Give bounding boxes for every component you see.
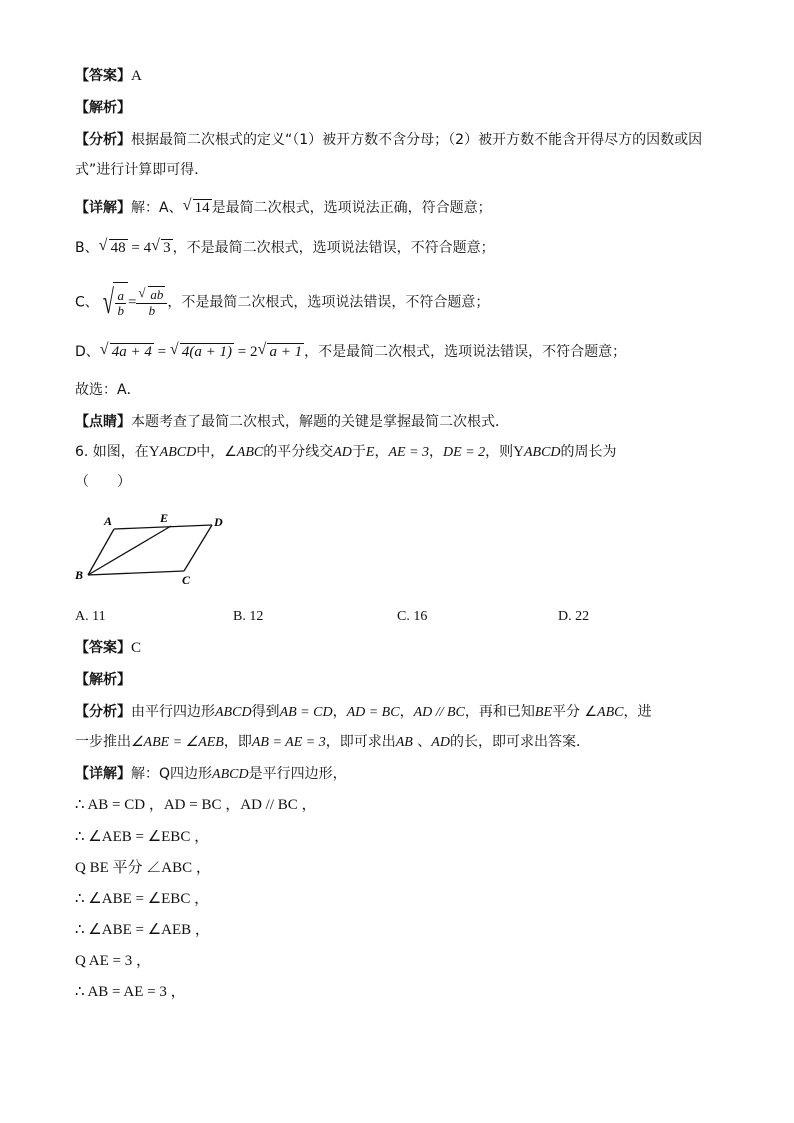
q6-answer-line [75, 638, 141, 658]
sqrt-a-over-b: √ $\frac{a}{b}$ [99, 282, 128, 323]
fenxi-l2-eq1: ∠ABE = ∠AEB [131, 735, 224, 750]
b-eq: = 4 [127, 240, 152, 256]
radicand-3: 3 [163, 240, 171, 256]
frac-sqrt-ab-over-b: √ ab b [136, 288, 167, 318]
fenxi-eq2: AD = BC [346, 705, 400, 720]
fenxi-text-1: 根据最简二次根式的定义“（1）被开方数不含分母；（2）被开方数不能含开得尽方的因数或因 [131, 132, 703, 148]
fenxi-6: 平分 ∠ [552, 704, 598, 720]
fenxi-abc: ABC [597, 705, 624, 720]
q6-answer-tag: 【答案】 [75, 640, 131, 656]
dianjing-tag: 【点睛】 [75, 414, 131, 430]
stem-ad: AD [333, 445, 352, 460]
stem-mid6: ，则 [485, 444, 514, 460]
d-prefix: D、 [75, 344, 100, 360]
step-4: ∴ ∠ABE = ∠EBC ， [75, 891, 210, 907]
label-d: D [214, 515, 223, 529]
fenxi-l2-5: 的长，即可求出答案． [449, 734, 590, 750]
stem-prefix: 6. 如图，在 [75, 444, 149, 460]
d-eq2: = 2 [234, 344, 258, 360]
fenxi-4: ， [399, 704, 414, 720]
q6-stem [75, 442, 617, 463]
radicand-14: 14 [194, 200, 210, 216]
frac-den-b: b [117, 302, 124, 318]
fenxi-7: ，进 [623, 704, 652, 720]
step-5: ∴ ∠ABE = ∠AEB ， [75, 922, 210, 938]
analysis-tag: 【解析】 [75, 100, 131, 116]
sqrt-4-a-plus-1: √ 4(a + 1) [169, 341, 232, 360]
stem-abc: ABC [236, 445, 264, 460]
answer-value: A [131, 68, 142, 84]
frac-num-a: a [117, 287, 124, 303]
c-text: ，不是最简二次根式，选项说法错误，不符合题意； [167, 294, 490, 311]
label-c: C [182, 573, 191, 587]
answer-tag: 【答案】 [75, 68, 131, 84]
stem-mid5: ， [429, 444, 444, 460]
analysis-heading [75, 98, 131, 118]
parallelogram-symbol: Y [148, 444, 160, 460]
option-c: C. 16 [397, 609, 428, 624]
radicand-a1: a + 1 [269, 344, 303, 360]
label-a: A [104, 514, 113, 528]
frac-den-b2: b [148, 302, 156, 318]
fenxi-l2-4: 、 [412, 734, 432, 750]
stem-paren: （ ） [75, 474, 131, 490]
stem-abcd2: ABCD [523, 445, 561, 460]
sqrt-14: √ 14 [182, 197, 210, 216]
detail-line-a [75, 198, 492, 218]
fenxi-1: 由平行四边形 [131, 704, 215, 720]
q6-fenxi-line-1 [75, 702, 651, 723]
edge-bc [88, 571, 184, 575]
d-eq1: = [153, 344, 170, 360]
b-prefix: B、 [75, 240, 99, 256]
detail-line-b [75, 238, 495, 258]
fenxi-text-2: 式”进行计算即可得． [75, 162, 209, 178]
detail-a-prefix: 解：A、 [131, 200, 183, 216]
parallelogram-figure [70, 505, 240, 595]
c-eq: = [127, 294, 137, 311]
stem-mid3: 于 [351, 444, 366, 460]
fenxi-abcd: ABCD [215, 705, 252, 720]
dianjing-line [75, 412, 509, 432]
fenxi-tag: 【分析】 [75, 132, 131, 148]
edge-ad [114, 525, 212, 529]
fenxi-l2-ad: AD [431, 735, 450, 750]
detail-2: 是平行四边形， [248, 766, 347, 782]
c-prefix: C、 [75, 294, 99, 311]
stem-mid2: 的平分线交 [263, 444, 334, 460]
fenxi-eq3: AD // BC [413, 705, 465, 720]
sqrt-a-plus-1: √ a + 1 [257, 341, 303, 360]
step-1: ∴ AB = CD ，AD = BC ，AD // BC ， [75, 797, 317, 813]
label-b: B [75, 568, 84, 582]
step-2: ∴ ∠AEB = ∠EBC ， [75, 829, 210, 845]
parallelogram-symbol-2: Y [513, 444, 524, 460]
q6-answer-value: C [131, 640, 142, 656]
stem-de: DE = 2 [443, 445, 486, 460]
q6-fenxi-line-2 [75, 732, 590, 753]
q6-analysis-tag: 【解析】 [75, 672, 131, 688]
fenxi-l2-eq2: AB = AE = 3 [251, 735, 326, 750]
detail-1: 解：Q四边形 [131, 766, 213, 782]
detail-abcd: ABCD [212, 767, 249, 782]
fenxi-line-2 [75, 160, 208, 180]
stem-abcd: ABCD [159, 445, 197, 460]
edge-dc [184, 525, 212, 571]
d-text: ，不是最简二次根式，选项说法错误，不符合题意； [304, 344, 627, 360]
stem-end: 的周长为 [560, 444, 617, 460]
fenxi-line-1 [75, 130, 702, 150]
stem-ae: AE = 3 [388, 445, 430, 460]
detail-tag: 【详解】 [75, 200, 131, 216]
sqrt-4a-plus-4: √ 4a + 4 [99, 341, 152, 360]
choose-text: 故选：A． [75, 382, 141, 398]
stem-mid4: ， [374, 444, 389, 460]
detail-a-text: 是最简二次根式，选项说法正确，符合题意； [211, 200, 492, 216]
stem-e: E [365, 445, 375, 460]
detail-line-d [75, 342, 626, 362]
q6-detail-line [75, 764, 347, 785]
edge-ab [88, 529, 114, 575]
step-3: Q BE 平分 ∠ABC ， [75, 860, 211, 876]
step-6: Q AE = 3 ， [75, 953, 151, 969]
fenxi-3: ， [332, 704, 347, 720]
q6-fenxi-tag: 【分析】 [75, 704, 131, 720]
radicand-48: 48 [110, 240, 126, 256]
label-e: E [160, 511, 169, 525]
option-a: A. 11 [75, 609, 106, 624]
radicand-ab: ab [150, 286, 164, 302]
radicand-4a4: 4a + 4 [111, 344, 152, 360]
fenxi-be: BE [534, 705, 553, 720]
fenxi-l2-ab: AB [395, 735, 413, 750]
dianjing-text: 本题考查了最简二次根式，解题的关键是掌握最简二次根式． [131, 414, 509, 430]
fenxi-l2-2: ，即 [223, 734, 252, 750]
fenxi-2: 得到 [251, 704, 280, 720]
segment-be [88, 526, 171, 575]
q6-detail-tag: 【详解】 [75, 766, 131, 782]
option-b: B. 12 [233, 609, 264, 624]
sqrt-3: √ 3 [151, 237, 171, 256]
radicand-4a1: 4(a + 1) [181, 344, 232, 360]
fenxi-l2-1: 一步推出 [75, 734, 131, 750]
q6-paren [75, 472, 131, 492]
sqrt-48: √ 48 [98, 237, 126, 256]
option-d: D. 22 [558, 609, 590, 624]
b-text: ，不是最简二次根式，选项说法错误，不符合题意； [172, 240, 495, 256]
choose-line [75, 380, 141, 400]
fenxi-eq1: AB = CD [279, 705, 333, 720]
stem-mid1: 中，∠ [196, 444, 237, 460]
q6-analysis-heading [75, 670, 131, 690]
detail-line-c [75, 282, 489, 322]
answer-line [75, 66, 142, 86]
step-7: ∴ AB = AE = 3 ， [75, 984, 186, 1000]
fenxi-l2-3: ，即可求出 [325, 734, 396, 750]
fenxi-5: ，再和已知 [464, 704, 535, 720]
